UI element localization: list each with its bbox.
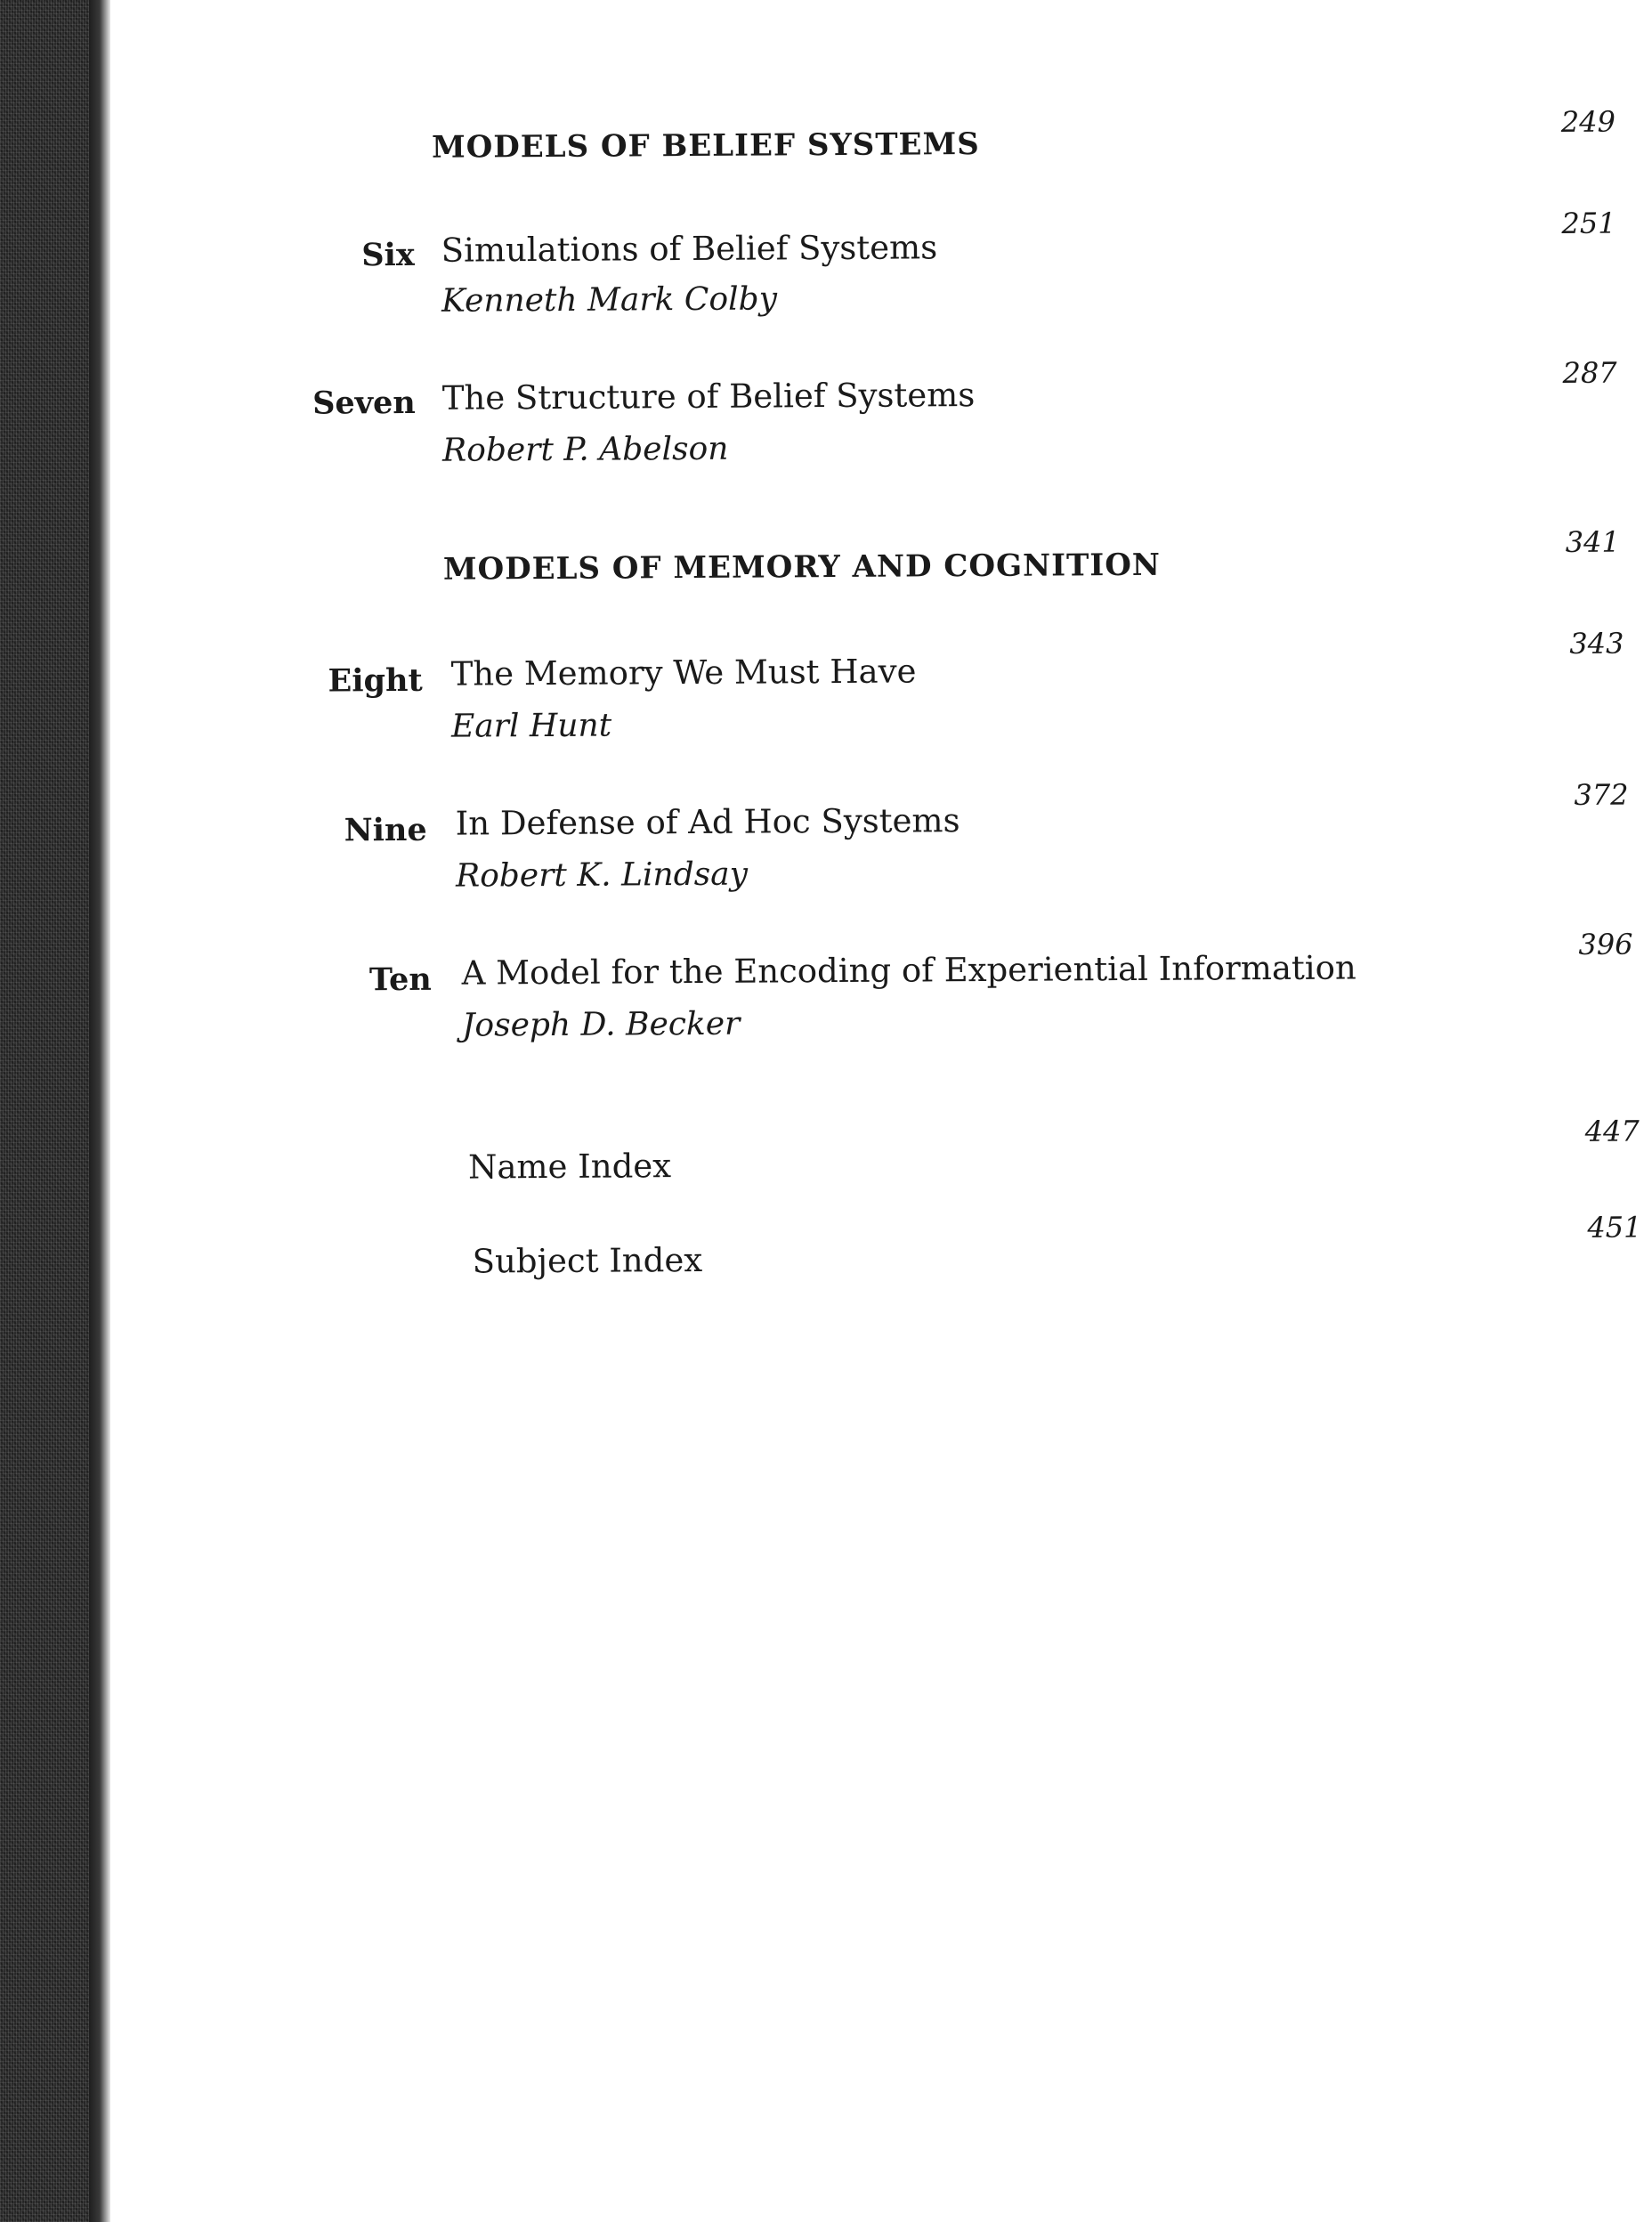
section-title: MODELS OF MEMORY AND COGNITION [442, 547, 1162, 588]
chapter-page-number: 343 [1569, 626, 1624, 661]
index-title: Subject Index [472, 1240, 703, 1281]
chapter-page-number: 251 [1561, 206, 1616, 241]
chapter-page-number: 372 [1574, 777, 1629, 812]
chapter-number: Ten [368, 961, 432, 999]
section-page-number: 249 [1560, 104, 1616, 140]
chapter-page-number: 396 [1578, 927, 1633, 961]
chapter-title: Simulations of Belief Systems [441, 228, 938, 270]
index-page-number: 451 [1587, 1210, 1642, 1245]
chapter-number: Seven [312, 384, 416, 422]
book-gutter [89, 0, 110, 2222]
index-page-number: 447 [1584, 1114, 1640, 1148]
chapter-author: Robert K. Lindsay [455, 856, 749, 895]
chapter-number: Six [361, 236, 415, 274]
section-title: MODELS OF BELIEF SYSTEMS [431, 126, 980, 166]
chapter-page-number: 287 [1562, 355, 1617, 391]
section-page-number: 341 [1565, 524, 1620, 560]
chapter-title: In Defense of Ad Hoc Systems [455, 801, 960, 843]
chapter-title: The Structure of Belief Systems [441, 376, 976, 418]
chapter-number: Eight [328, 661, 423, 700]
table-of-contents-page [110, 0, 1652, 2222]
chapter-author: Robert P. Abelson [441, 430, 729, 469]
chapter-author: Joseph D. Becker [461, 1005, 741, 1044]
index-title: Name Index [467, 1147, 672, 1187]
chapter-number: Nine [344, 811, 427, 849]
chapter-author: Kenneth Mark Colby [441, 280, 778, 320]
chapter-title: A Model for the Encoding of Experiential Information [461, 948, 1356, 993]
chapter-author: Earl Hunt [450, 707, 612, 745]
chapter-title: The Memory We Must Have [450, 652, 917, 693]
